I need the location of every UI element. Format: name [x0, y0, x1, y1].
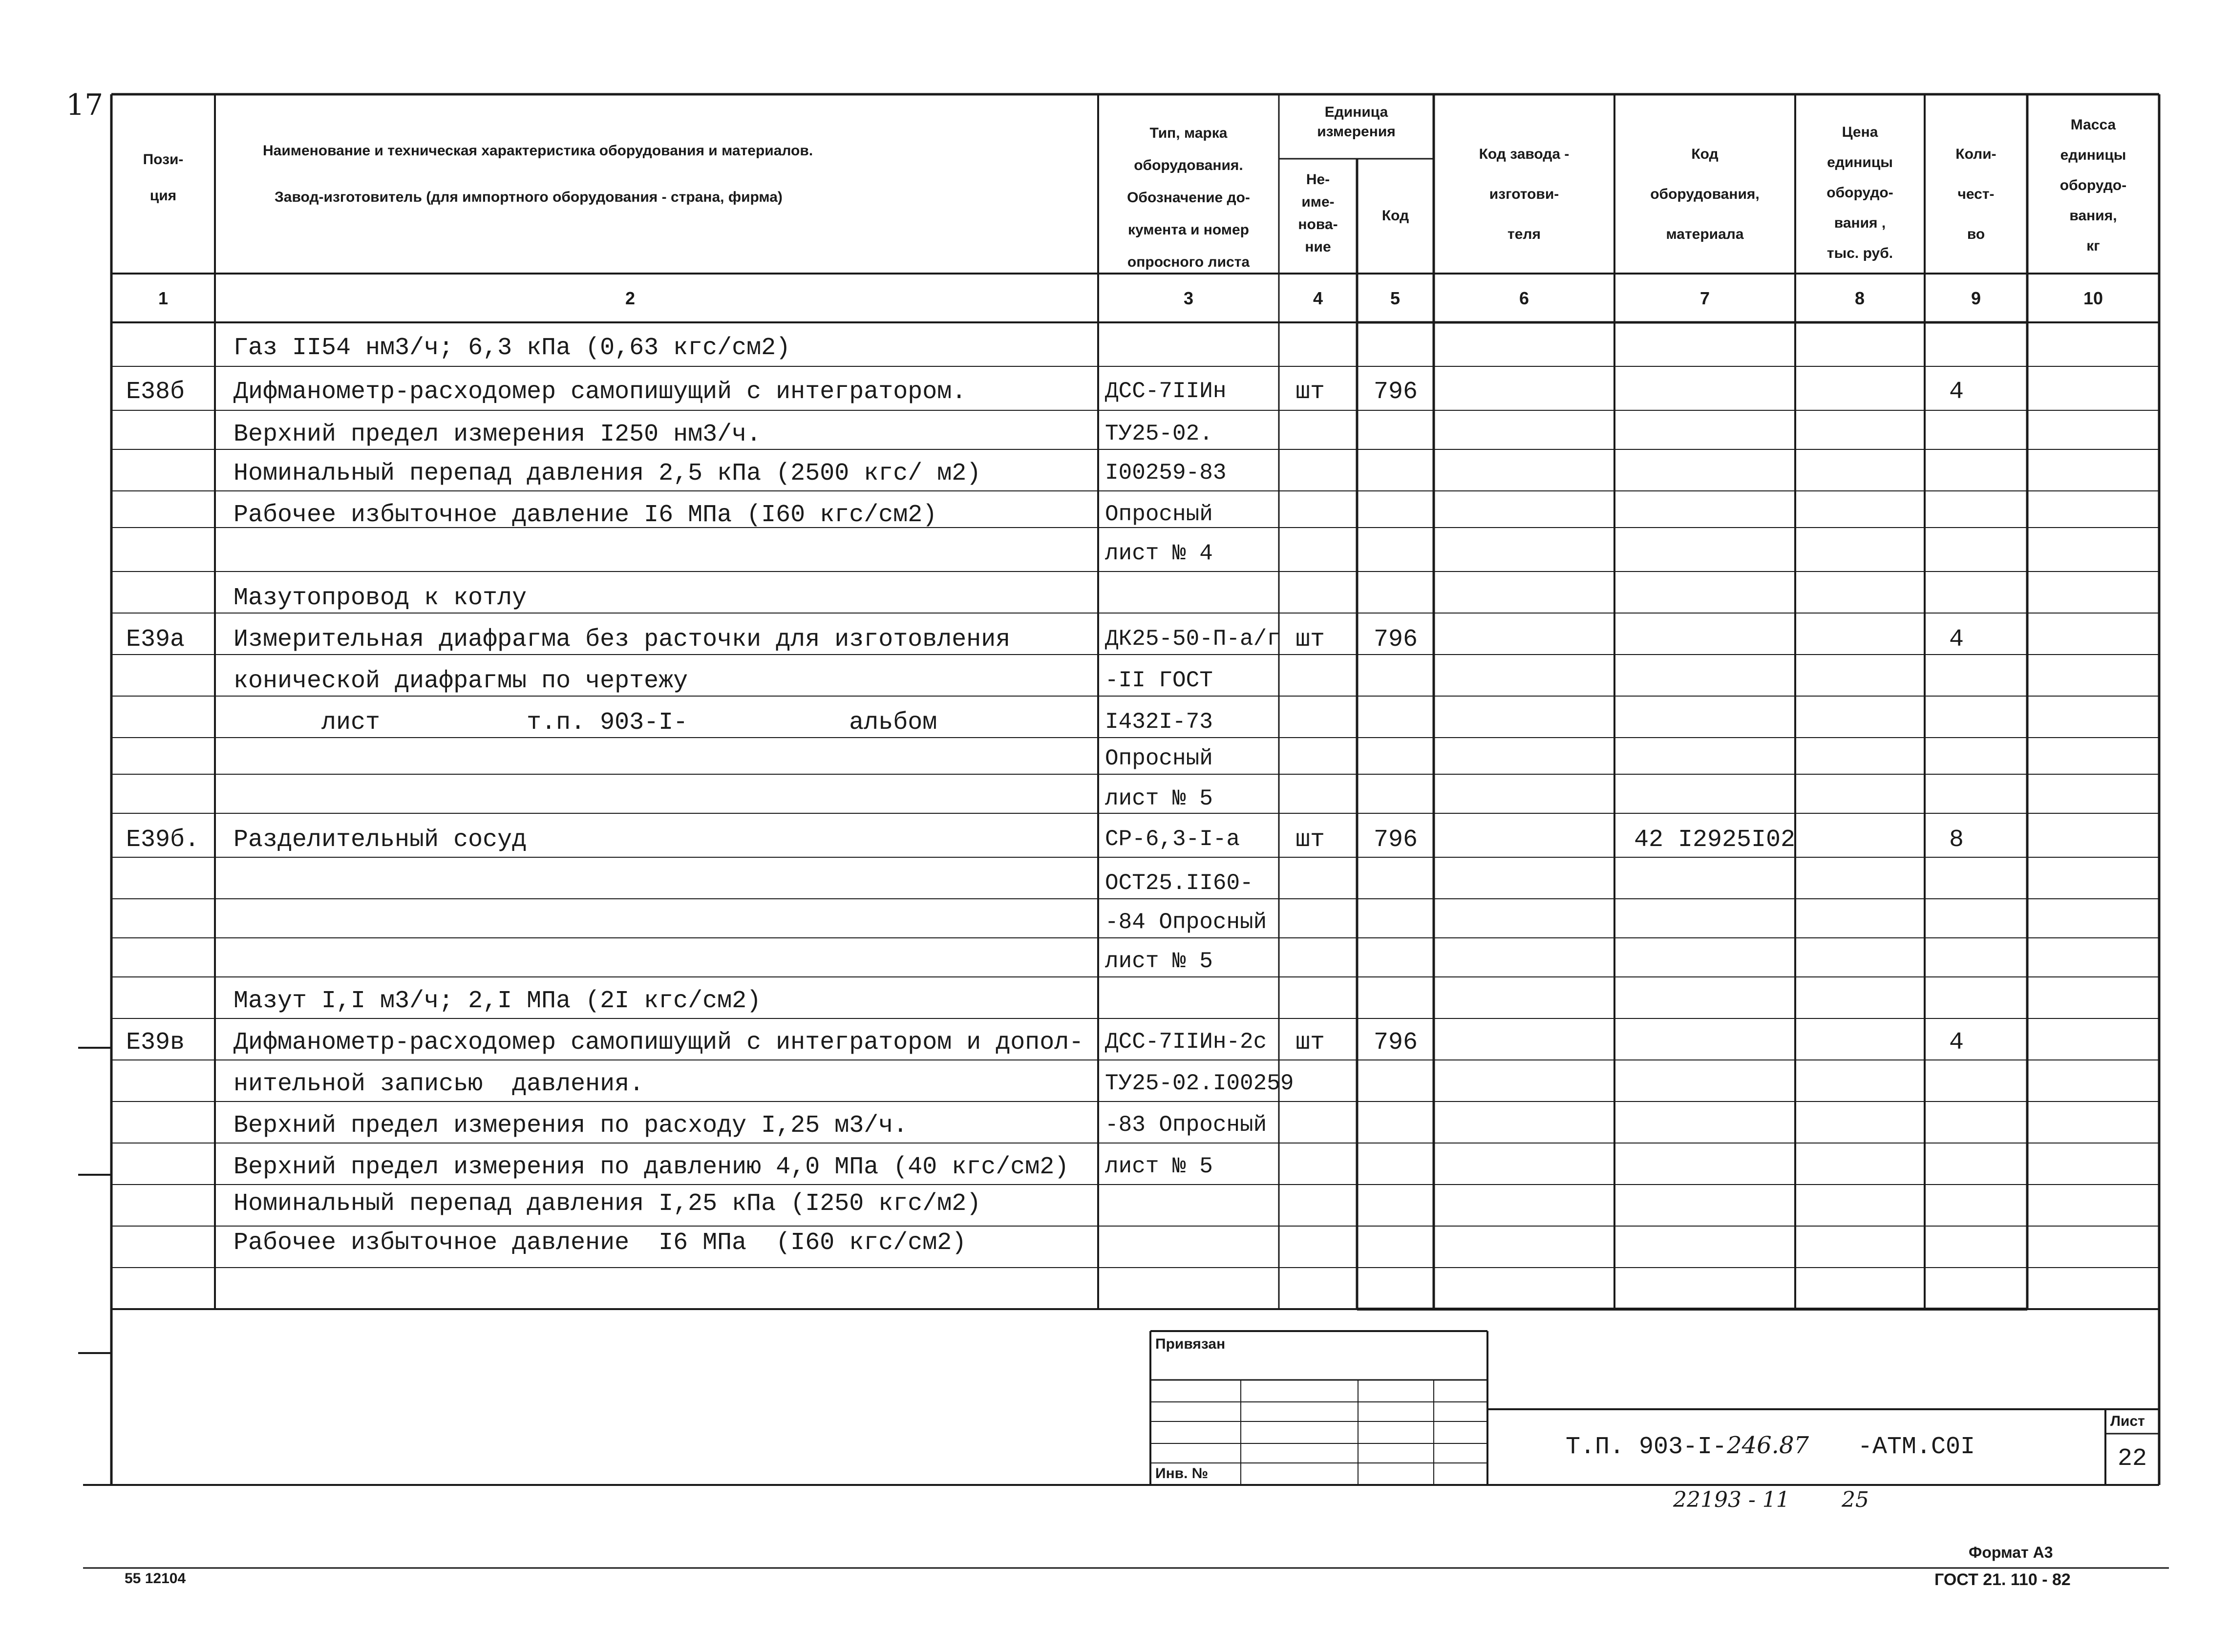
cell-type: ТУ25-02. — [1105, 421, 1213, 446]
cell-name: Разделительный сосуд — [234, 826, 527, 854]
header-text: Обозначение до- — [1127, 190, 1250, 206]
cell-name: Газ II54 нм3/ч; 6,3 кПа (0,63 кгс/см2) — [234, 334, 791, 362]
cell-quantity: 4 — [1949, 1029, 1964, 1057]
header-text: Пози- — [143, 151, 184, 168]
stamp-inv-label: Инв. № — [1155, 1465, 1209, 1482]
cell-name: Мазут I,I м3/ч; 2,I МПа (2I кгс/см2) — [234, 987, 762, 1015]
cell-type: I00259-83 — [1105, 460, 1227, 486]
cell-type: СР-6,3-I-а — [1105, 826, 1240, 852]
cell-type: ДК25-50-П-а/г — [1105, 626, 1280, 652]
cell-name: Верхний предел измерения I250 нм3/ч. — [234, 421, 762, 448]
header-position — [111, 149, 215, 206]
cell-name: Верхний предел измерения по давлению 4,0 МПа (40 кгс/см2) — [234, 1153, 1069, 1181]
cell-name: конической диафрагмы по чертежу — [234, 667, 688, 695]
cell-type: ОСТ25.II60- — [1105, 870, 1253, 896]
column-number: 8 — [1854, 288, 1865, 308]
doc-handwritten: 246.87 — [1727, 1432, 1809, 1459]
doc-number — [1566, 1434, 1975, 1460]
cell-position: Е39а — [126, 626, 185, 654]
header-maker-code — [1434, 134, 1614, 254]
cell-code: 796 — [1374, 1029, 1418, 1057]
header-text: кумента и номер — [1127, 222, 1250, 238]
column-number: 10 — [2083, 288, 2103, 308]
sheet-number: 22 — [2118, 1445, 2147, 1473]
column-number: 6 — [1519, 288, 1529, 308]
doc-prefix: Т.П. 903-I- — [1566, 1433, 1727, 1461]
header-text: единицы — [1827, 154, 1893, 170]
header-equipment-code — [1614, 134, 1795, 254]
column-number: 9 — [1971, 288, 1981, 308]
cell-type: Опросный — [1105, 502, 1213, 527]
header-text: вания , — [1834, 215, 1886, 231]
header-text: Единица — [1324, 104, 1388, 120]
cell-position: Е39б. — [126, 826, 200, 854]
column-number: 1 — [158, 288, 169, 308]
cell-name: лист т.п. 903-I- альбом — [234, 709, 937, 737]
cell-name: Номинальный перепад давления I,25 кПа (I250 кгс/м2) — [234, 1190, 981, 1218]
code-left: 55 12104 — [125, 1570, 186, 1587]
header-text: вания, — [2069, 208, 2117, 224]
handwritten-number-left: 22193 - 11 — [1673, 1487, 1790, 1512]
header-text: оборудования. — [1134, 157, 1243, 173]
header-text: Масса — [2070, 117, 2116, 133]
header-text: Не- — [1306, 171, 1330, 188]
cell-type: ТУ25-02.I00259 — [1105, 1071, 1294, 1096]
gost-label: ГОСТ 21. 110 - 82 — [1934, 1570, 2071, 1589]
handwritten-number-right: 25 — [1842, 1487, 1869, 1512]
header-text: ция — [149, 187, 177, 204]
column-number: 4 — [1313, 288, 1323, 308]
cell-type: ДСС-7IIИн — [1105, 379, 1227, 404]
header-unit-group — [1279, 103, 1434, 142]
header-text: нова- — [1298, 216, 1338, 233]
header-quantity — [1925, 134, 2027, 254]
cell-unit: шт — [1295, 626, 1325, 654]
cell-quantity: 4 — [1949, 378, 1964, 406]
header-text: единицы — [2060, 147, 2126, 163]
cell-type: лист № 5 — [1105, 786, 1213, 811]
header-text: измерения — [1317, 124, 1396, 140]
stamp-bound-label: Привязан — [1155, 1336, 1226, 1352]
header-name-line2: Завод-изготовитель (для импортного оборудования - страна, фирма) — [275, 189, 783, 205]
cell-name: Рабочее избыточное давление I6 МПа (I60 кгс/см2) — [234, 501, 937, 529]
header-text: материала — [1666, 226, 1744, 242]
cell-position: Е39в — [126, 1029, 185, 1057]
header-text: тыс. руб. — [1826, 245, 1893, 261]
cell-unit: шт — [1295, 1029, 1325, 1057]
header-text: кг — [2086, 238, 2100, 254]
doc-suffix: -АТМ.С0I — [1858, 1433, 1975, 1461]
cell-name: Рабочее избыточное давление I6 МПа (I60 кгс/см2) — [234, 1229, 967, 1257]
cell-type: лист № 5 — [1105, 1154, 1213, 1179]
header-text: оборудо- — [2059, 177, 2127, 193]
header-text: Тип, марка — [1149, 125, 1228, 141]
header-text: теля — [1507, 226, 1541, 242]
header-text: оборудо- — [1826, 185, 1893, 201]
cell-name: Верхний предел измерения по расходу I,25 м3/ч. — [234, 1112, 908, 1140]
header-name-line1: Наименование и техническая характеристика оборудования и материалов. — [263, 143, 813, 159]
header-unit-name — [1279, 169, 1357, 258]
header-text: во — [1967, 226, 1985, 242]
header-text: Код — [1691, 146, 1719, 162]
cell-type: -83 Опросный — [1105, 1112, 1267, 1138]
header-text: опросного листа — [1127, 254, 1250, 270]
header-type — [1098, 117, 1279, 278]
header-text: име- — [1301, 194, 1335, 210]
cell-type: ДСС-7IIИн-2с — [1105, 1029, 1267, 1055]
cell-quantity: 4 — [1949, 626, 1964, 654]
cell-unit: шт — [1295, 826, 1325, 854]
cell-position: Е38б — [126, 378, 185, 406]
header-text: чест- — [1957, 186, 1995, 202]
header-text: изготови- — [1489, 186, 1559, 202]
cell-code: 796 — [1374, 378, 1418, 406]
cell-type: -84 Опросный — [1105, 910, 1267, 935]
header-text: ние — [1305, 239, 1331, 255]
header-text: Цена — [1842, 124, 1878, 140]
column-number: 3 — [1183, 288, 1194, 308]
header-text: Коли- — [1955, 146, 1996, 162]
cell-unit: шт — [1295, 378, 1325, 406]
cell-name: Дифманометр-расходомер самопишущий с интегратором. — [234, 378, 967, 406]
cell-name: нительной записью давления. — [234, 1070, 644, 1098]
cell-type: Опросный — [1105, 746, 1213, 771]
format-label: Формат А3 — [1969, 1544, 2053, 1561]
cell-type: I432I-73 — [1105, 709, 1213, 735]
cell-type: -II ГОСТ — [1105, 668, 1213, 693]
cell-code: 796 — [1374, 826, 1418, 854]
header-text: оборудования, — [1650, 186, 1760, 202]
cell-quantity: 8 — [1949, 826, 1964, 854]
sheet-label: Лист — [2110, 1413, 2145, 1429]
cell-code: 796 — [1374, 626, 1418, 654]
cell-type: лист № 4 — [1105, 541, 1213, 566]
header-unit-code: Код — [1381, 208, 1409, 224]
header-text: Код завода - — [1479, 146, 1570, 162]
column-number: 2 — [625, 288, 636, 308]
header-mass — [2027, 110, 2159, 261]
cell-name: Измерительная диафрагма без расточки для изготовления — [234, 626, 1011, 654]
cell-type: лист № 5 — [1105, 949, 1213, 974]
page-mark: 17 — [66, 88, 104, 122]
header-price — [1795, 117, 1925, 269]
column-number: 7 — [1699, 288, 1710, 308]
column-number: 5 — [1390, 288, 1401, 308]
cell-name: Номинальный перепад давления 2,5 кПа (2500 кгс/ м2) — [234, 460, 981, 487]
cell-name: Мазутопровод к котлу — [234, 584, 527, 612]
cell-equipment-code: 42 I2925I02 — [1634, 826, 1796, 854]
cell-name: Дифманометр-расходомер самопишущий с интегратором и допол- — [234, 1029, 1084, 1057]
